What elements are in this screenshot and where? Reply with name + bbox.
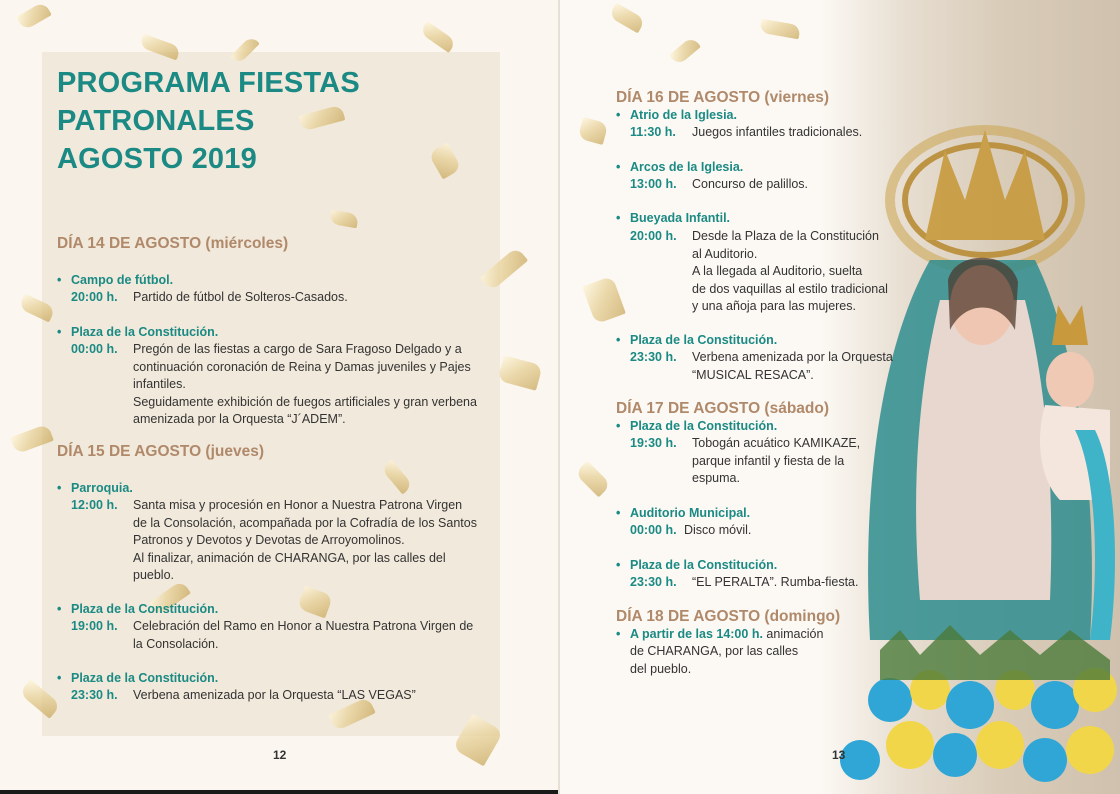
halo-icon: [890, 130, 1080, 270]
virgin-illustration: [820, 0, 1120, 794]
venue-title: • Atrio de la Iglesia.: [616, 108, 737, 122]
page-title: [57, 64, 360, 178]
virgin-image: [820, 0, 1120, 794]
event-description: Desde la Plaza de la Constitución al Auditorio. A la llegada al Auditorio, suelta de dos vaquillas al estilo tradicional y una añoja para las mujeres.: [692, 229, 888, 313]
page-left: [0, 0, 558, 794]
title-line: PATRONALES: [57, 105, 255, 137]
confetti-decoration: [575, 461, 612, 498]
venue-title: • Plaza de la Constitución.: [57, 325, 219, 339]
day-heading: DÍA 14 DE AGOSTO (miércoles): [57, 235, 289, 252]
event-description: Verbena amenizada por la Orquesta “MUSICAL RESACA”.: [692, 350, 893, 382]
venue-title: • Plaza de la Constitución.: [616, 419, 778, 433]
venue-title: • Plaza de la Constitución.: [57, 671, 219, 685]
event-description: Concurso de palillos.: [692, 177, 809, 191]
event-description: Disco móvil.: [684, 523, 752, 537]
confetti-decoration: [16, 1, 52, 31]
day-heading: DÍA 17 DE AGOSTO (sábado): [616, 400, 830, 417]
venue-title: • A partir de las 14:00 h. animación: [616, 627, 824, 641]
page-number: 13: [832, 748, 846, 762]
flowers-icon: [840, 625, 1117, 782]
page-bottom-edge: [0, 790, 558, 794]
event-time: 20:00 h.: [71, 290, 118, 304]
event-time: 23:30 h.: [71, 688, 118, 702]
page-number: 12: [273, 748, 287, 762]
title-line: AGOSTO 2019: [57, 143, 257, 175]
event-description: de CHARANGA, por las calles del pueblo.: [630, 644, 799, 676]
event-description: Santa misa y procesión en Honor a Nuestra Patrona Virgen de la Consolación, acompañada por la Cofradía de los Santos Patronos y Devotos y Devotas de Arroyomolinos. Al finalizar, animación de CHARANGA, por las calles del pueblo.: [133, 498, 477, 582]
venue-title: • Plaza de la Constitución.: [616, 558, 778, 572]
event-description: Verbena amenizada por la Orquesta “LAS VEGAS”: [133, 688, 416, 702]
venue-title: • Parroquia.: [57, 481, 133, 495]
event-time: 19:00 h.: [71, 619, 118, 633]
confetti-decoration: [759, 19, 801, 40]
day-heading: DÍA 18 DE AGOSTO (domingo): [616, 608, 841, 625]
venue-title: • Plaza de la Constitución.: [616, 333, 778, 347]
venue-title: • Plaza de la Constitución.: [57, 602, 219, 616]
event-description: Juegos infantiles tradicionales.: [692, 125, 863, 139]
venue-title: • Campo de fútbol.: [57, 273, 174, 287]
event-description: Tobogán acuático KAMIKAZE, parque infantil y fiesta de la espuma.: [692, 436, 861, 485]
event-description: Partido de fútbol de Solteros-Casados.: [133, 290, 348, 304]
venue-title: • Bueyada Infantil.: [616, 211, 731, 225]
event-time: 00:00 h.: [71, 342, 118, 356]
venue-title: • Auditorio Municipal.: [616, 506, 751, 520]
page-right: [560, 0, 1120, 794]
venue-title: • Arcos de la Iglesia.: [616, 160, 744, 174]
event-time: 11:30 h.: [630, 125, 676, 139]
event-description: Pregón de las fiestas a cargo de Sara Fragoso Delgado y a continuación coronación de Reina y Damas juveniles y Pajes infantiles. Seguidamente exhibición de fuegos artificiales y gran verbena amenizada por la Orquesta “J´ADEM”.: [133, 342, 477, 426]
title-line: PROGRAMA FIESTAS: [57, 67, 360, 99]
event-description: “EL PERALTA”. Rumba-fiesta.: [692, 575, 859, 589]
event-time: 19:30 h.: [630, 436, 677, 450]
event-time: 23:30 h.: [630, 575, 677, 589]
event-time: 23:30 h.: [630, 350, 677, 364]
confetti-decoration: [419, 21, 457, 53]
day-heading: DÍA 15 DE AGOSTO (jueves): [57, 443, 265, 460]
confetti-decoration: [608, 3, 645, 34]
event-description: Celebración del Ramo en Honor a Nuestra Patrona Virgen de la Consolación.: [133, 619, 474, 651]
event-time: 12:00 h.: [71, 498, 118, 512]
day-heading: DÍA 16 DE AGOSTO (viernes): [616, 89, 830, 106]
confetti-decoration: [582, 276, 626, 325]
event-time: 00:00 h.: [630, 523, 677, 537]
confetti-decoration: [497, 355, 542, 390]
venue-suffix: animación: [766, 627, 824, 641]
confetti-decoration: [669, 36, 701, 66]
event-time: 13:00 h.: [630, 177, 677, 191]
confetti-decoration: [578, 117, 609, 145]
event-time: 20:00 h.: [630, 229, 677, 243]
